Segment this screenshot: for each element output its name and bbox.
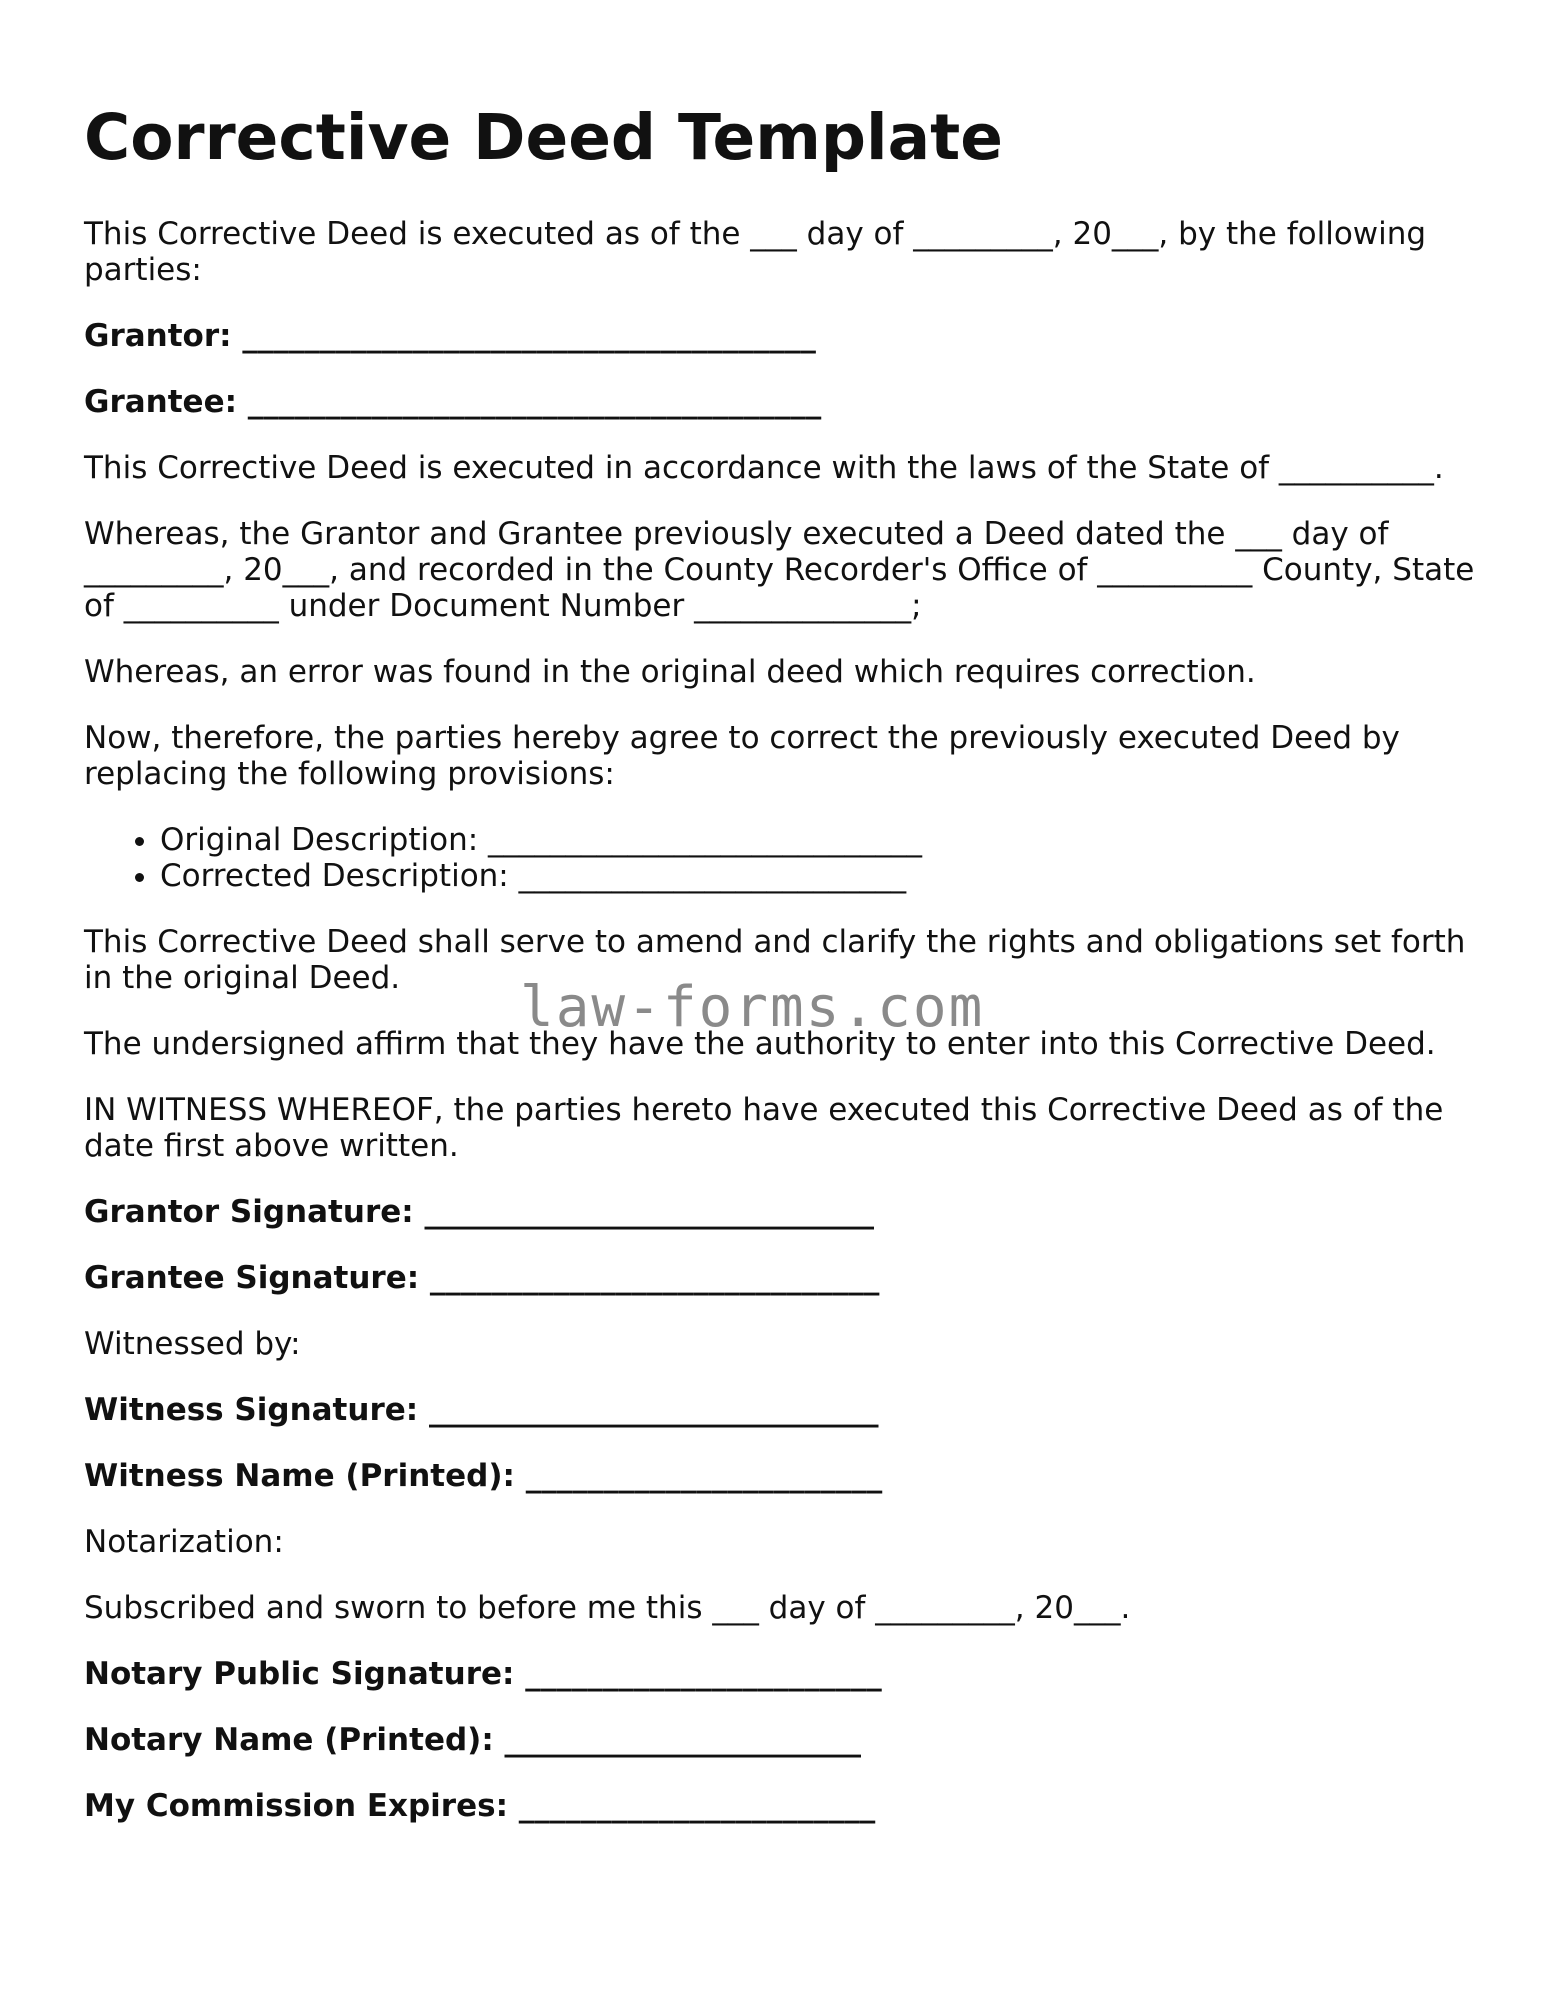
grantor-label: Grantor: [84,318,232,354]
witness-signature-line [84,1392,1484,1428]
grantee-line [84,384,1484,420]
grantor-signature-line [84,1194,1484,1230]
grantee-blank: _____________________________________ [247,384,822,420]
provision-corrected-description: • Corrected Description: _________________________ [160,858,1484,894]
witness-signature-blank: _____________________________ [428,1392,879,1428]
notary-name-label: Notary Name (Printed): [84,1722,494,1758]
provision-original-description: • Original Description: ____________________________ [160,822,1484,858]
grantor-line [84,318,1484,354]
watermark: law-forms.com [520,975,985,1040]
grantee-signature-line [84,1260,1484,1296]
grantee-label: Grantee: [84,384,237,420]
sworn-paragraph: Subscribed and sworn to before me this ___ day of _________, 20___. [84,1590,1131,1626]
grantor-blank: _____________________________________ [242,318,816,354]
grantor-signature-blank: _____________________________ [424,1194,874,1230]
witnessed-by-label: Witnessed by: [84,1326,301,1362]
notary-signature-blank: _______________________ [525,1656,882,1692]
affirm-paragraph: The undersigned affirm that they have the authority to enter into this Corrective Deed. [84,1026,1436,1062]
commission-expires-blank: _______________________ [518,1788,876,1824]
laws-paragraph: This Corrective Deed is executed in accordance with the laws of the State of __________. [84,450,1444,486]
witness-name-label: Witness Name (Printed): [84,1458,515,1494]
commission-expires-label: My Commission Expires: [84,1788,508,1824]
notary-signature-label: Notary Public Signature: [84,1656,515,1692]
amend-paragraph: This Corrective Deed shall serve to amend and clarify the rights and obligations set forth in the original Deed. [84,924,1476,996]
intro-paragraph: This Corrective Deed is executed as of the ___ day of _________, 20___, by the following parties: [84,216,1436,288]
grantee-signature-label: Grantee Signature: [84,1260,420,1296]
notarization-label: Notarization: [84,1524,284,1560]
witness-whereof-paragraph: IN WITNESS WHEREOF, the parties hereto have executed this Corrective Deed as of the date first above written. [84,1092,1454,1164]
notary-name-blank: _______________________ [504,1722,862,1758]
provisions-list [84,822,1484,894]
document-title: Corrective Deed Template [84,101,1003,174]
witness-signature-label: Witness Signature: [84,1392,419,1428]
grantor-signature-label: Grantor Signature: [84,1194,414,1230]
notary-name-line [84,1722,1484,1758]
witness-name-line [84,1458,1484,1494]
grantee-signature-blank: _____________________________ [429,1260,880,1296]
now-therefore-paragraph: Now, therefore, the parties hereby agree to correct the previously executed Deed by replacing the following provisions: [84,720,1410,792]
notary-signature-line [84,1656,1484,1692]
whereas-error-paragraph: Whereas, an error was found in the original deed which requires correction. [84,654,1256,690]
commission-expires-line [84,1788,1484,1824]
witness-name-blank: _______________________ [525,1458,883,1494]
document-page [84,100,1484,1854]
whereas-prior-deed-paragraph: Whereas, the Grantor and Grantee previously executed a Deed dated the ___ day of _________, 20___, and recorded in the County Recorder's Office of __________ County, State of __________ under Document Number ______________; [84,516,1485,624]
